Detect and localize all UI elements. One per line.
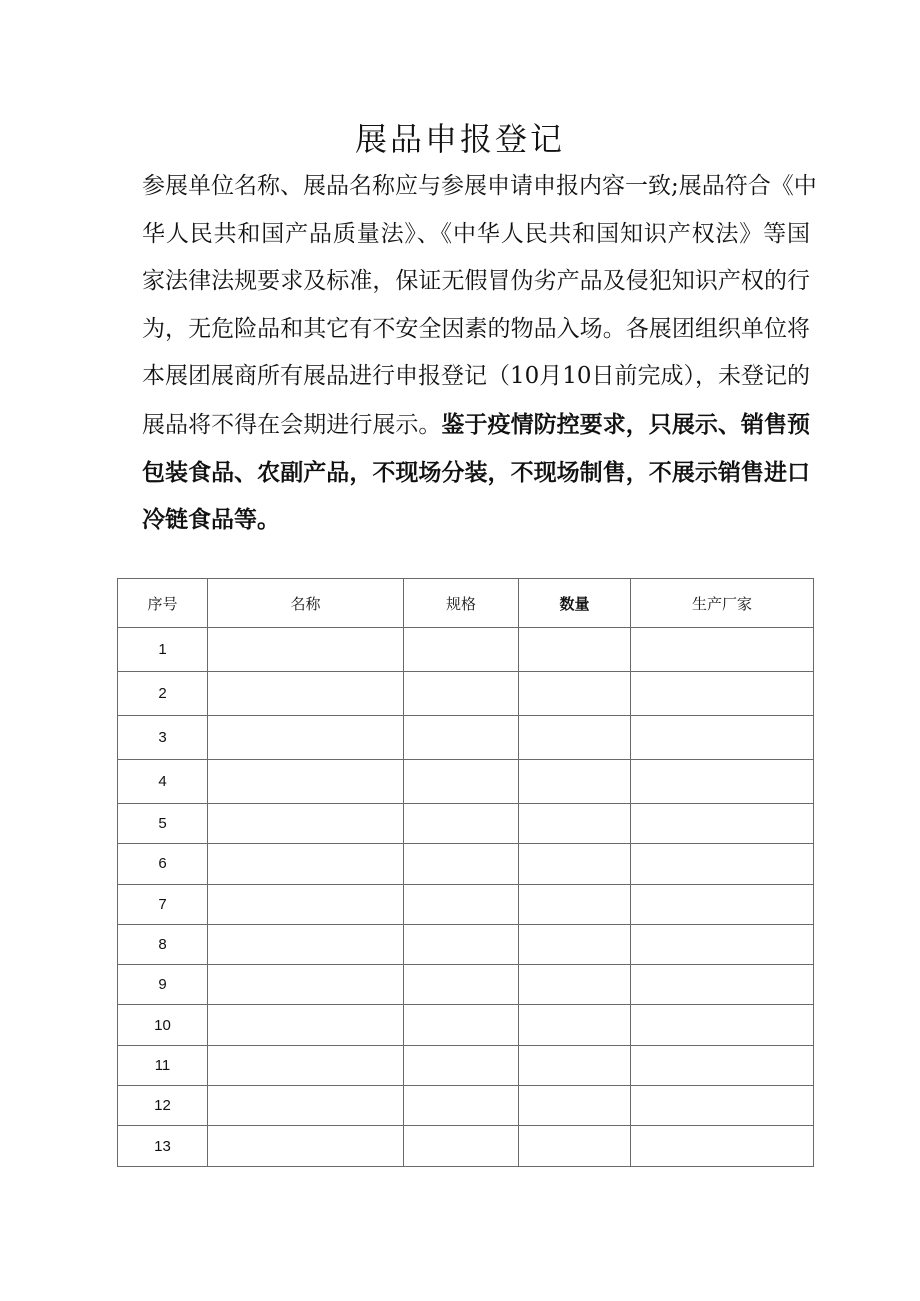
cell-manufacturer[interactable] xyxy=(631,844,814,884)
cell-manufacturer[interactable] xyxy=(631,1126,814,1166)
header-quantity: 数量 xyxy=(519,579,631,628)
cell-quantity[interactable] xyxy=(519,672,631,716)
paragraph-line xyxy=(142,306,810,354)
paragraph-line xyxy=(142,449,810,497)
table-row xyxy=(118,1086,814,1126)
cell-name[interactable] xyxy=(208,760,404,804)
paragraph-bold-text: 包装食品、农副产品，不现场分装，不现场制售，不展示销售进口 xyxy=(142,458,810,486)
paragraph-line xyxy=(142,211,810,259)
table-row xyxy=(118,844,814,884)
cell-manufacturer[interactable] xyxy=(631,804,814,844)
cell-index: 6 xyxy=(118,844,208,884)
cell-name[interactable] xyxy=(208,844,404,884)
paragraph-line xyxy=(142,401,810,449)
cell-quantity[interactable] xyxy=(519,844,631,884)
cell-index: 4 xyxy=(118,760,208,804)
registration-table xyxy=(117,578,814,1167)
cell-spec[interactable] xyxy=(404,804,519,844)
cell-quantity[interactable] xyxy=(519,965,631,1005)
cell-manufacturer[interactable] xyxy=(631,965,814,1005)
cell-spec[interactable] xyxy=(404,1005,519,1045)
cell-spec[interactable] xyxy=(404,760,519,804)
table-header-row xyxy=(118,579,814,628)
table-row xyxy=(118,672,814,716)
table-row xyxy=(118,804,814,844)
header-name: 名称 xyxy=(208,579,404,628)
cell-index: 10 xyxy=(118,1005,208,1045)
cell-manufacturer[interactable] xyxy=(631,924,814,964)
cell-index: 12 xyxy=(118,1086,208,1126)
cell-index: 13 xyxy=(118,1126,208,1166)
cell-quantity[interactable] xyxy=(519,1045,631,1085)
cell-manufacturer[interactable] xyxy=(631,760,814,804)
cell-manufacturer[interactable] xyxy=(631,1005,814,1045)
paragraph-bold-text: 冷链食品等。 xyxy=(142,506,280,534)
cell-name[interactable] xyxy=(208,1086,404,1126)
cell-quantity[interactable] xyxy=(519,1005,631,1045)
cell-index: 3 xyxy=(118,716,208,760)
cell-index: 5 xyxy=(118,804,208,844)
cell-quantity[interactable] xyxy=(519,1126,631,1166)
instructions-paragraph xyxy=(142,163,817,544)
cell-spec[interactable] xyxy=(404,672,519,716)
header-manufacturer: 生产厂家 xyxy=(631,579,814,628)
table-row xyxy=(118,1126,814,1166)
paragraph-line xyxy=(142,353,810,401)
cell-quantity[interactable] xyxy=(519,760,631,804)
cell-quantity[interactable] xyxy=(519,884,631,924)
cell-spec[interactable] xyxy=(404,844,519,884)
cell-manufacturer[interactable] xyxy=(631,628,814,672)
table-row xyxy=(118,628,814,672)
cell-index: 2 xyxy=(118,672,208,716)
cell-quantity[interactable] xyxy=(519,1086,631,1126)
paragraph-text: 华人民共和国产品质量法》、《中华人民共和国知识产权法》等国 xyxy=(142,220,810,247)
paragraph-bold-text: 鉴于疫情防控要求，只展示、销售预 xyxy=(441,410,811,438)
cell-quantity[interactable] xyxy=(519,716,631,760)
cell-spec[interactable] xyxy=(404,1086,519,1126)
table-row xyxy=(118,1005,814,1045)
paragraph-line xyxy=(142,258,810,306)
cell-manufacturer[interactable] xyxy=(631,884,814,924)
cell-spec[interactable] xyxy=(404,628,519,672)
paragraph-line xyxy=(142,496,810,544)
cell-quantity[interactable] xyxy=(519,804,631,844)
table-row xyxy=(118,884,814,924)
cell-manufacturer[interactable] xyxy=(631,672,814,716)
cell-manufacturer[interactable] xyxy=(631,1045,814,1085)
cell-index: 1 xyxy=(118,628,208,672)
paragraph-text: 参展单位名称、展品名称应与参展申请申报内容一致;展品符合《中 xyxy=(142,173,817,199)
cell-index: 8 xyxy=(118,924,208,964)
header-index: 序号 xyxy=(118,579,208,628)
cell-name[interactable] xyxy=(208,965,404,1005)
cell-name[interactable] xyxy=(208,628,404,672)
table-row xyxy=(118,924,814,964)
table-row xyxy=(118,716,814,760)
table-row xyxy=(118,1045,814,1085)
paragraph-line xyxy=(142,163,817,211)
table-row xyxy=(118,965,814,1005)
cell-index: 11 xyxy=(118,1045,208,1085)
cell-index: 9 xyxy=(118,965,208,1005)
cell-spec[interactable] xyxy=(404,1126,519,1166)
cell-spec[interactable] xyxy=(404,716,519,760)
paragraph-text: 为，无危险品和其它有不安全因素的物品入场。各展团组织单位将 xyxy=(142,315,810,342)
cell-name[interactable] xyxy=(208,1126,404,1166)
cell-name[interactable] xyxy=(208,924,404,964)
cell-spec[interactable] xyxy=(404,884,519,924)
cell-spec[interactable] xyxy=(404,924,519,964)
header-spec: 规格 xyxy=(404,579,519,628)
cell-quantity[interactable] xyxy=(519,924,631,964)
cell-manufacturer[interactable] xyxy=(631,1086,814,1126)
table-row xyxy=(118,760,814,804)
cell-name[interactable] xyxy=(208,672,404,716)
cell-quantity[interactable] xyxy=(519,628,631,672)
page-title: 展品申报登记 xyxy=(354,120,565,158)
cell-name[interactable] xyxy=(208,1005,404,1045)
cell-manufacturer[interactable] xyxy=(631,716,814,760)
cell-name[interactable] xyxy=(208,884,404,924)
paragraph-text: 展品将不得在会期进行展示。 xyxy=(142,411,442,438)
paragraph-text: 家法律法规要求及标准，保证无假冒伪劣产品及侵犯知识产权的行 xyxy=(142,268,810,295)
cell-spec[interactable] xyxy=(404,965,519,1005)
cell-name[interactable] xyxy=(208,716,404,760)
cell-spec[interactable] xyxy=(404,1045,519,1085)
cell-name[interactable] xyxy=(208,804,404,844)
paragraph-text: 本展团展商所有展品进行申报登记（10月10日前完成），未登记的 xyxy=(142,363,811,390)
cell-index: 7 xyxy=(118,884,208,924)
cell-name[interactable] xyxy=(208,1045,404,1085)
